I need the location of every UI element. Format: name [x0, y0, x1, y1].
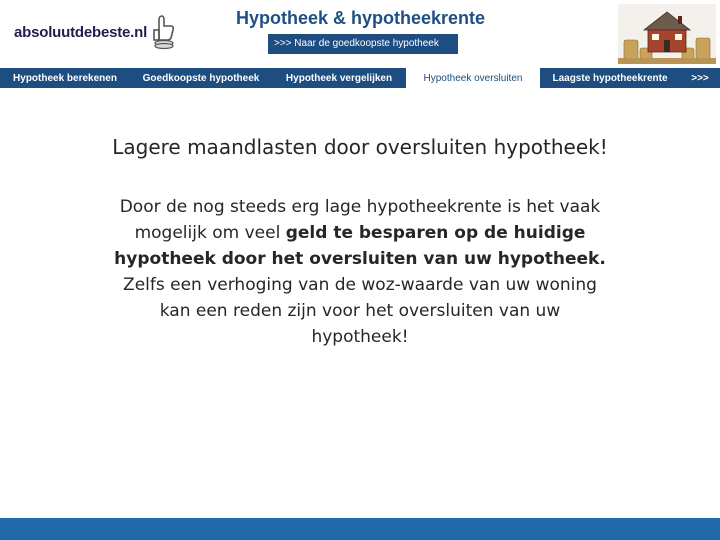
main-nav [0, 68, 720, 88]
site-logo[interactable] [14, 14, 179, 50]
cheapest-mortgage-link[interactable]: >>> Naar de goedkoopste hypotheek [268, 34, 458, 54]
page-headline: Lagere maandlasten door oversluiten hypotheek! [112, 135, 608, 159]
footer-bar [0, 518, 720, 540]
main-content [110, 132, 610, 350]
nav-item-hypotheek-vergelijken[interactable]: Hypotheek vergelijken [285, 72, 393, 84]
house-on-coins-image [618, 4, 716, 64]
logo-text: absoluutdebeste.nl [14, 23, 148, 41]
nav-item-hypotheek-berekenen[interactable]: Hypotheek berekenen [13, 72, 117, 84]
nav-item-laagste-hypotheekrente[interactable]: Laagste hypotheekrente [552, 72, 668, 84]
thumbs-up-coins-icon [149, 14, 179, 50]
intro-paragraph [110, 194, 610, 272]
nav-item-goedkoopste-hypotheek[interactable]: Goedkoopste hypotheek [142, 72, 260, 84]
second-paragraph: Zelfs een verhoging van de woz-waarde van uw woning kan een reden zijn voor het oversluiten van uw hypotheek! [123, 275, 597, 347]
site-title: Hypotheek & hypotheekrente [236, 8, 486, 28]
intro-bold-text: geld te besparen op de huidige hypotheek door het oversluiten van uw hypotheek. [114, 223, 606, 269]
intro-text: Door de nog steeds erg lage hypotheekrente is het vaak mogelijk om veel [119, 197, 601, 243]
nav-more-link[interactable]: >>> [691, 72, 709, 84]
nav-item-hypotheek-oversluiten[interactable]: Hypotheek oversluiten [406, 68, 540, 88]
